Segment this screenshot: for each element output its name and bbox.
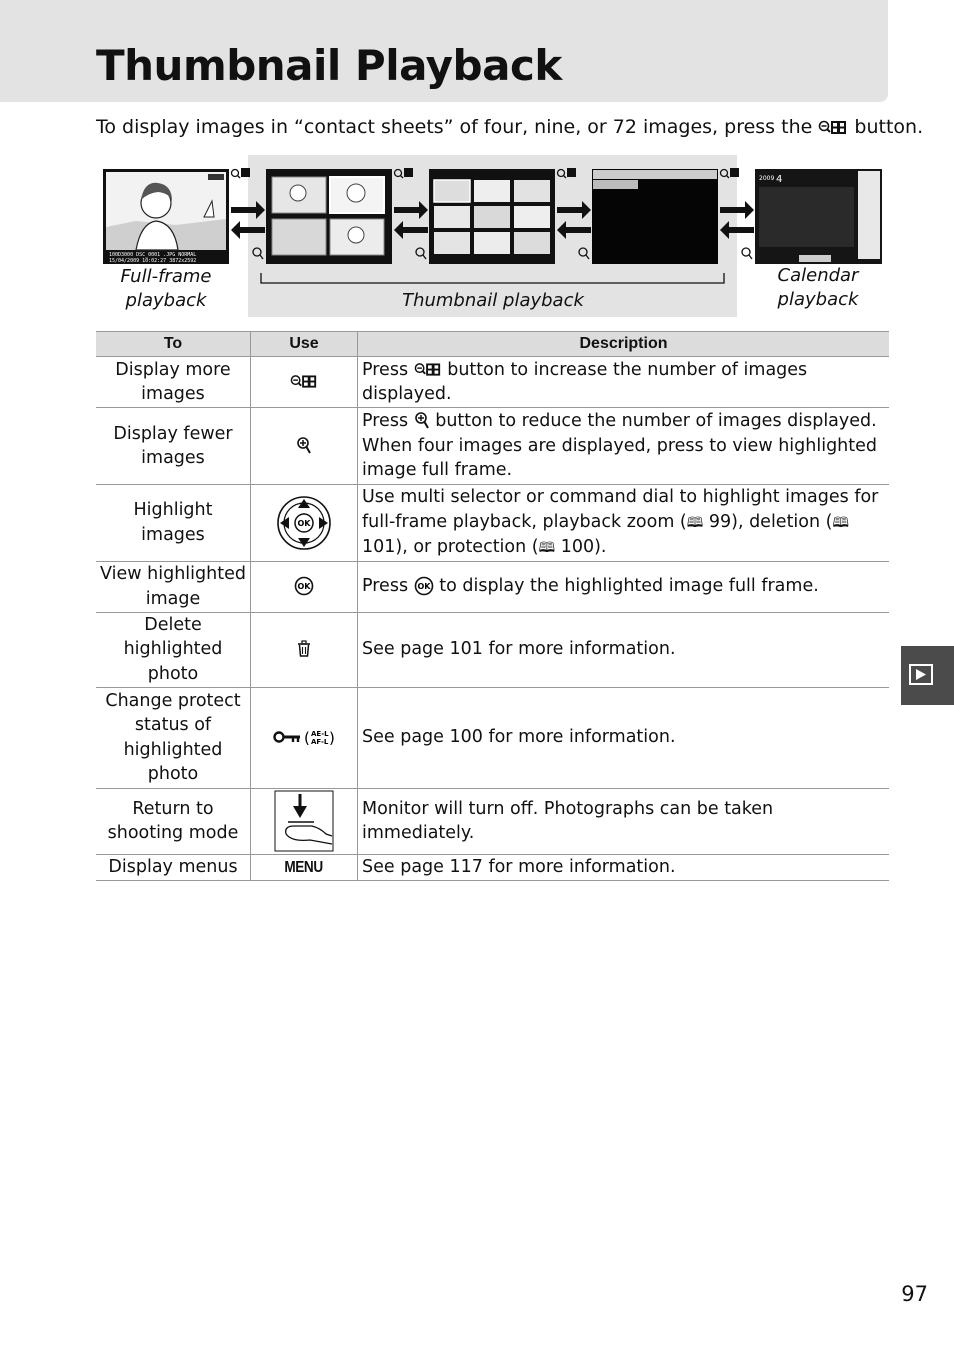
caption-fullframe-line2: playback bbox=[125, 290, 207, 311]
svg-text:OK: OK bbox=[297, 582, 311, 592]
desc-text: Press bbox=[362, 576, 409, 597]
caption-fullframe-line1: Full-frame bbox=[120, 266, 212, 287]
row-description bbox=[358, 561, 890, 612]
protect-key-icon bbox=[273, 726, 335, 748]
shutter-release-icon bbox=[274, 790, 334, 852]
desc-text: to display the highlighted image full frame. bbox=[439, 576, 819, 597]
svg-text:OK: OK bbox=[297, 518, 311, 528]
header-use: Use bbox=[251, 332, 358, 357]
thumbnail-zoom-out-icon bbox=[414, 361, 442, 379]
book-icon: 🕮 bbox=[686, 514, 704, 531]
caption-calendar-line2: playback bbox=[777, 289, 859, 310]
header-to: To bbox=[96, 332, 251, 357]
table-row bbox=[96, 357, 889, 408]
table-row bbox=[96, 408, 889, 485]
row-description bbox=[358, 357, 890, 408]
svg-text:AE-L: AE-L bbox=[311, 730, 329, 739]
row-use bbox=[251, 561, 358, 612]
caption-calendar bbox=[758, 264, 878, 312]
row-use bbox=[251, 788, 358, 854]
intro-text: To display images in “contact sheets” of four, nine, or 72 images, press the bbox=[96, 116, 813, 138]
desc-text: Use multi selector or command dial to highlight images for full-frame playback, playback zoom ( bbox=[362, 487, 879, 532]
fullframe-info-1: 100D3000 DSC_0001 .JPG NORMAL bbox=[109, 252, 197, 258]
svg-text:AF-L: AF-L bbox=[311, 738, 329, 747]
caption-calendar-line1: Calendar bbox=[777, 265, 859, 286]
row-description bbox=[358, 408, 890, 485]
row-to: View highlighted image bbox=[96, 561, 251, 612]
desc-text: 99), deletion ( bbox=[708, 511, 833, 532]
controls-table bbox=[96, 331, 889, 881]
row-use bbox=[251, 357, 358, 408]
zoom-in-icon bbox=[414, 411, 430, 431]
row-use bbox=[251, 485, 358, 562]
row-description: See page 117 for more information. bbox=[358, 854, 890, 881]
row-to: Display fewer images bbox=[96, 408, 251, 485]
table-row bbox=[96, 485, 889, 562]
desc-text: button to reduce the number of images displayed. When four images are displayed, press to view highlighted image full frame. bbox=[362, 411, 878, 481]
caption-thumbnail: Thumbnail playback bbox=[402, 290, 584, 311]
ok-button-icon bbox=[414, 576, 434, 596]
row-to: Display more images bbox=[96, 357, 251, 408]
trash-icon bbox=[297, 640, 311, 658]
calendar-month: 4 bbox=[776, 174, 783, 185]
desc-text: Press bbox=[362, 411, 409, 432]
playback-figure bbox=[96, 155, 888, 317]
page-number: 97 bbox=[901, 1282, 928, 1306]
seventytwo-thumbnail-screen bbox=[592, 169, 718, 264]
header-description: Description bbox=[358, 332, 890, 357]
row-to: Change protect status of highlighted photo bbox=[96, 687, 251, 788]
four-thumbnail-screen bbox=[266, 169, 392, 264]
svg-text:): ) bbox=[329, 729, 335, 748]
desc-text: Press bbox=[362, 359, 409, 380]
desc-text: button to increase the number of images displayed. bbox=[362, 359, 808, 404]
row-to: Highlight images bbox=[96, 485, 251, 562]
row-to: Return to shooting mode bbox=[96, 788, 251, 854]
multi-selector-icon bbox=[276, 495, 332, 551]
row-to: Display menus bbox=[96, 854, 251, 881]
calendar-year: 2009 bbox=[759, 175, 775, 182]
ok-button-icon bbox=[294, 576, 314, 596]
fullframe-screen bbox=[103, 169, 229, 264]
playback-icon bbox=[901, 646, 954, 705]
table-header-row bbox=[96, 332, 889, 357]
page-title: Thumbnail Playback bbox=[96, 41, 562, 90]
zoom-in-icon bbox=[296, 436, 312, 456]
row-to: Delete highlighted photo bbox=[96, 612, 251, 687]
row-use bbox=[251, 612, 358, 687]
desc-text: 101), or protection ( bbox=[362, 537, 539, 557]
intro-text-end: button. bbox=[854, 116, 924, 138]
row-description bbox=[358, 485, 890, 562]
fullframe-info-2: 15/04/2009 10:02:27 3872x2592 bbox=[109, 258, 197, 264]
calendar-screen bbox=[755, 169, 882, 264]
thumbnail-zoom-out-icon bbox=[818, 119, 848, 137]
desc-text: 100). bbox=[560, 537, 607, 557]
table-row bbox=[96, 612, 889, 687]
book-icon: 🕮 bbox=[832, 514, 849, 531]
caption-fullframe bbox=[106, 265, 226, 313]
table-row bbox=[96, 788, 889, 854]
nine-thumbnail-screen bbox=[429, 169, 555, 264]
row-description: See page 100 for more information. bbox=[358, 687, 890, 788]
row-use bbox=[251, 854, 358, 881]
svg-text:OK: OK bbox=[417, 582, 431, 592]
table-row bbox=[96, 687, 889, 788]
row-description: See page 101 for more information. bbox=[358, 612, 890, 687]
row-description: Monitor will turn off. Photographs can be taken immediately. bbox=[358, 788, 890, 854]
table-row bbox=[96, 561, 889, 612]
row-use bbox=[251, 408, 358, 485]
row-use bbox=[251, 687, 358, 788]
table-row bbox=[96, 854, 889, 881]
menu-button-label: MENU bbox=[284, 858, 324, 876]
book-icon: 🕮 bbox=[538, 540, 556, 556]
intro-paragraph bbox=[96, 113, 923, 141]
thumbnail-zoom-out-icon bbox=[290, 373, 318, 391]
svg-text:(: ( bbox=[304, 729, 310, 748]
playback-section-tab bbox=[901, 646, 954, 705]
